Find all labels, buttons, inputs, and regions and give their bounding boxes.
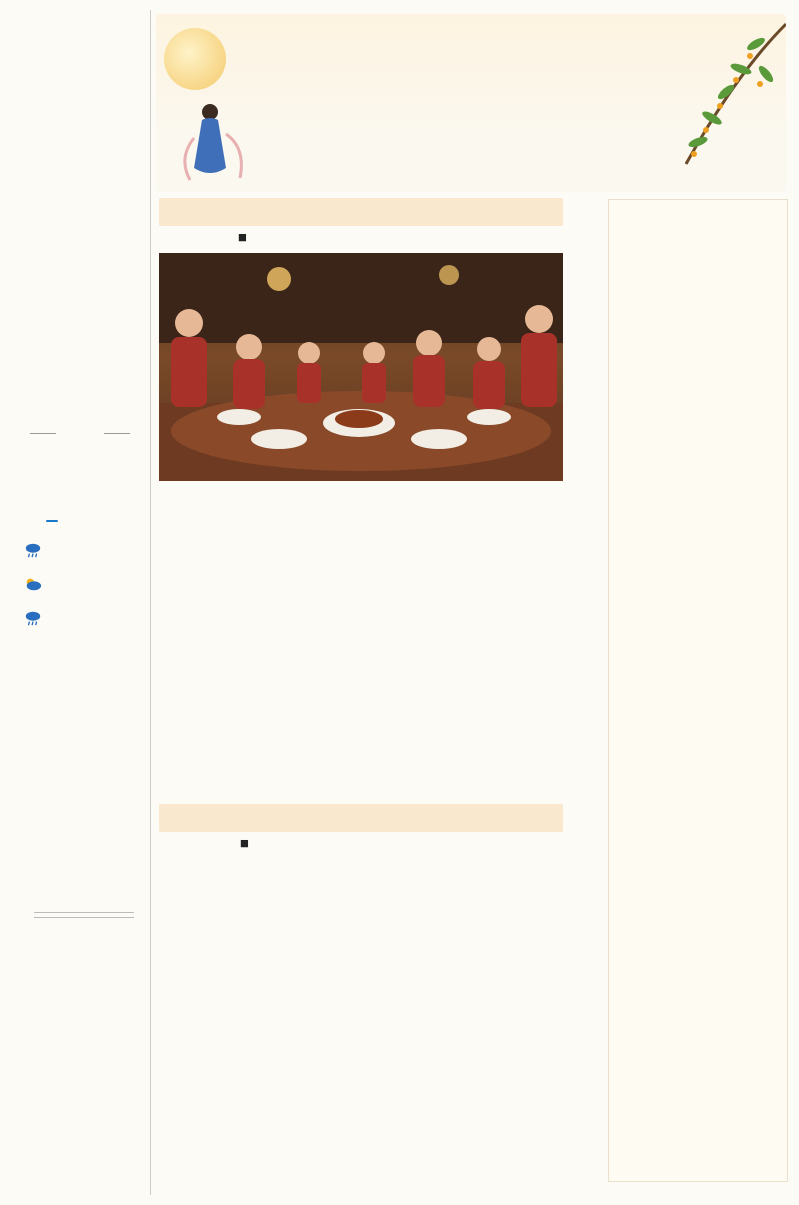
- article1-title: [159, 198, 563, 226]
- weather-day: [20, 605, 145, 639]
- osmanthus-branch-illustration: [646, 14, 786, 192]
- weather-day: [20, 537, 145, 571]
- family-dinner-photo: [159, 253, 563, 481]
- header-banner: [156, 14, 786, 192]
- family-dinner-illustration: [159, 253, 563, 481]
- article2-title: [159, 804, 563, 832]
- article3-panel: [608, 199, 788, 1182]
- imprint: [20, 906, 148, 924]
- article2-byline: [240, 838, 251, 849]
- change-fairy-illustration: [180, 98, 250, 182]
- weather-box: [20, 520, 145, 639]
- left-column: [0, 0, 148, 1205]
- article1-byline: [238, 232, 249, 243]
- cloud-rain-icon: [24, 541, 42, 559]
- weather-day: [20, 571, 145, 605]
- column-divider: [150, 10, 151, 1195]
- moon-illustration: [164, 28, 226, 90]
- weather-header: [46, 520, 58, 522]
- cloud-rain-icon: [24, 609, 42, 627]
- imprint-logo: [34, 912, 134, 918]
- cloud-icon: [24, 575, 42, 593]
